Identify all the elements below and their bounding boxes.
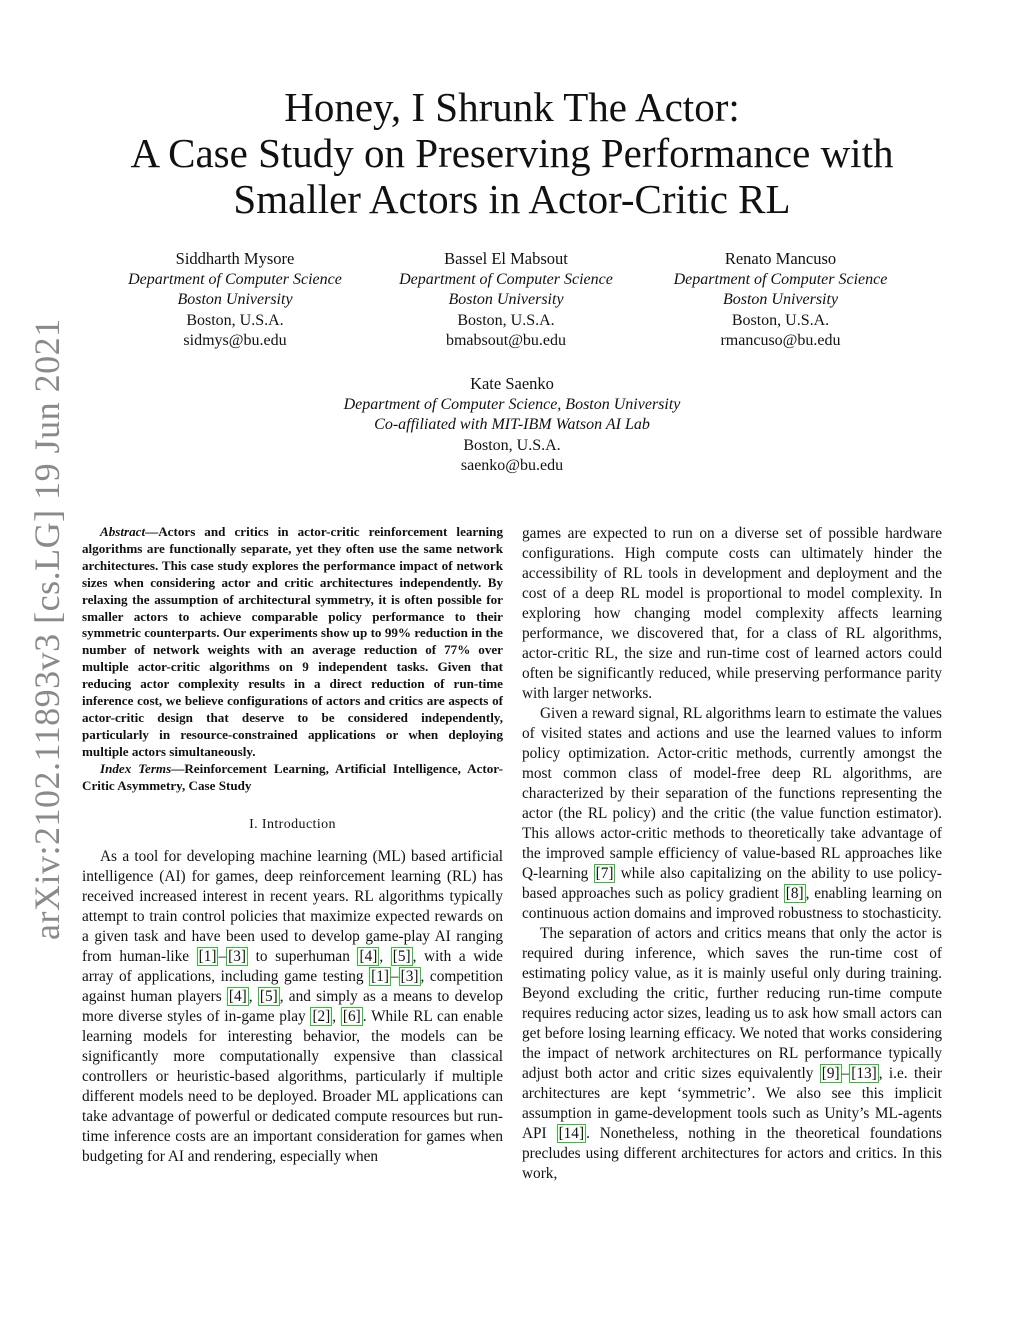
author-affiliation: Co-affiliated with MIT-IBM Watson AI Lab: [374, 416, 650, 433]
paragraph-text: , competition against human players: [82, 967, 503, 1005]
author-email[interactable]: sidmys@bu.edu: [183, 332, 287, 349]
paper-title: [0, 84, 1024, 222]
citation-link[interactable]: [3]: [400, 967, 419, 985]
citation-link[interactable]: [8]: [785, 885, 804, 902]
author-university: Boston University: [177, 291, 293, 308]
author-name: Bassel El Mabsout: [444, 249, 568, 268]
author-department: Department of Computer Science: [399, 270, 613, 288]
paragraph-text: –: [841, 1065, 850, 1082]
citation-link[interactable]: [1]: [371, 967, 389, 985]
paragraph-text: , enabling learning on continuous action domains and improved robustness to stochasticity.: [522, 885, 942, 922]
author-block: [212, 374, 812, 477]
index-terms-text: —Reinforcement Learning, Artificial Intelligence, Actor-Critic Asymmetry, Case Study: [82, 760, 503, 793]
title-line: Smaller Actors in Actor-Critic RL: [233, 176, 791, 222]
citation-link[interactable]: [2]: [312, 1007, 331, 1025]
citation-link[interactable]: [3]: [228, 947, 246, 965]
paragraph-text: to superhuman: [247, 947, 358, 965]
citation-link[interactable]: [4]: [228, 987, 247, 1005]
citation-link[interactable]: [13]: [851, 1065, 877, 1082]
intro-paragraph: [82, 847, 503, 1167]
right-column: [522, 524, 942, 1184]
paragraph-text: Given a reward signal, RL algorithms learn to estimate the values of visited states and actions and use the learned values to inform policy optimization. Actor-critic methods, currently amongst the most common class of model-free deep RL algorithms, are characterized by their separation of the functions representing the actor (the RL policy) and the critic (the value function estimator). This allows actor-critic methods to theoretically take advantage of the improved sample efficiency of value-based RL approaches like Q-learning: [522, 705, 942, 882]
author-department: Department of Computer Science: [673, 270, 888, 288]
author-block: [105, 249, 365, 352]
index-terms-label: Index Terms: [100, 760, 172, 776]
citation-link[interactable]: [5]: [259, 987, 278, 1005]
author-city: Boston, U.S.A.: [463, 436, 561, 454]
author-city: Boston, U.S.A.: [457, 311, 555, 329]
author-name: Kate Saenko: [470, 374, 554, 393]
body-paragraph: games are expected to run on a diverse set of possible hardware configurations. High compute costs can ultimately hinder the accessibility of RL tools in development and deployment and the cost of a deep RL model is proportional to model complexity. In exploring how changing model complexity affects learning performance, we discovered that, for a class of RL algorithms, actor-critic RL, the size and run-time cost of learned actors could often be significantly reduced, while preserving performance parity with larger networks.: [522, 525, 942, 702]
body-paragraph: [522, 704, 942, 924]
abstract-text: —Actors and critics in actor-critic reinforcement learning algorithms are functionally separate, yet they often use the same network architectures. This case study explores the performance impact of network sizes when considering actor and critic architectures independently. By relaxing the assumption of architectural symmetry, it is often possible for smaller actors to achieve comparable policy performance to their symmetric counterparts. Our experiments show up to 99% reduction in the number of network weights with an average reduction of 77% over multiple actor-critic algorithms on 9 independent tasks. Given that reducing actor complexity results in a direct reduction of run-time inference cost, we believe configurations of actors and critics are aspects of actor-critic design that deserve to be considered independently, particularly in resource-constrained applications or when deploying multiple actors simultaneously.: [82, 524, 503, 759]
index-terms: [82, 761, 503, 795]
citation-link[interactable]: [6]: [342, 1007, 361, 1025]
abstract-label: Abstract: [100, 524, 146, 539]
author-email[interactable]: rmancuso@bu.edu: [720, 332, 841, 349]
citation-link[interactable]: [5]: [392, 947, 411, 965]
author-university: Boston University: [448, 291, 564, 308]
author-email[interactable]: bmabsout@bu.edu: [445, 332, 567, 349]
paragraph-text: –: [391, 967, 399, 985]
paragraph-text: As a tool for developing machine learning (ML) based artificial intelligence (AI) for games, deep reinforcement learning (RL) has received increased interest in recent years. RL algorithms typically attempt to train control policies that maximize expected rewards on a given task and have been used to develop game-play AI ranging from human-like: [82, 847, 503, 965]
paragraph-text: while also capitalizing on the ability to use policy-based approaches such as policy gradient: [522, 865, 942, 902]
author-name: Siddharth Mysore: [175, 249, 295, 268]
body-paragraph: [522, 924, 942, 1184]
title-line: Honey, I Shrunk The Actor:: [284, 84, 740, 130]
author-department: Department of Computer Science: [128, 270, 342, 288]
title-line: A Case Study on Preserving Performance with: [130, 130, 894, 176]
citation-link[interactable]: [7]: [595, 865, 614, 882]
paragraph-text: . While RL can enable learning models for interesting behavior, the models can be significantly more computationally expensive than classical controllers or heuristic-based algorithms, particularly if multiple different models need to be deployed. Broader ML applications can take advantage of powerful or dedicated compute resources but run-time inference costs are an important consideration for games when budgeting for AI and rendering, especially when: [82, 1007, 503, 1165]
paragraph-text: , and simply as a means to develop more diverse styles of in-game play: [82, 987, 504, 1025]
author-department: Department of Computer Science, Boston University: [343, 395, 681, 413]
paragraph-text: , i.e. their architectures are kept ‘symmetric’. We also see this implicit assumption in game-development tools such as Unity’s ML-agents API: [522, 1065, 942, 1142]
author-city: Boston, U.S.A.: [731, 311, 830, 329]
author-block: [376, 249, 636, 352]
citation-link[interactable]: [1]: [198, 947, 217, 965]
citation-link[interactable]: [4]: [359, 947, 378, 965]
author-city: Boston, U.S.A.: [186, 311, 284, 329]
author-name: Renato Mancuso: [724, 249, 837, 268]
paragraph-text: The separation of actors and critics means that only the actor is required during inference, which saves the run-time cost of estimating policy value, as it is mainly useful only during training. Beyond excluding the critic, further reducing run-time compute requires reducing actor sizes, leading us to ask how small actors can get before losing learning efficacy. We noted that works considering the impact of network architectures on RL performance typically adjust both actor and critic sizes equivalently: [522, 925, 942, 1082]
author-university: Boston University: [722, 291, 839, 308]
paragraph-text: –: [218, 947, 227, 965]
paragraph-text: ,: [332, 1007, 341, 1025]
paragraph-text: , with a wide array of applications, including game testing: [82, 947, 503, 985]
paragraph-text: ,: [248, 987, 258, 1005]
section-heading: I. Introduction: [249, 816, 336, 832]
citation-link[interactable]: [14]: [558, 1125, 585, 1142]
author-email[interactable]: saenko@bu.edu: [460, 457, 564, 474]
arxiv-identifier-stamp: arXiv:2102.11893v3 [cs.LG] 19 Jun 2021: [27, 318, 67, 940]
abstract: [82, 524, 503, 761]
citation-link[interactable]: [9]: [821, 1065, 840, 1082]
paragraph-text: . Nonetheless, nothing in the theoretical foundations precludes using different architectures for actors and critics. In this work,: [522, 1125, 942, 1182]
left-column: [82, 524, 503, 1167]
author-block: [648, 249, 913, 352]
paragraph-text: ,: [379, 947, 391, 965]
